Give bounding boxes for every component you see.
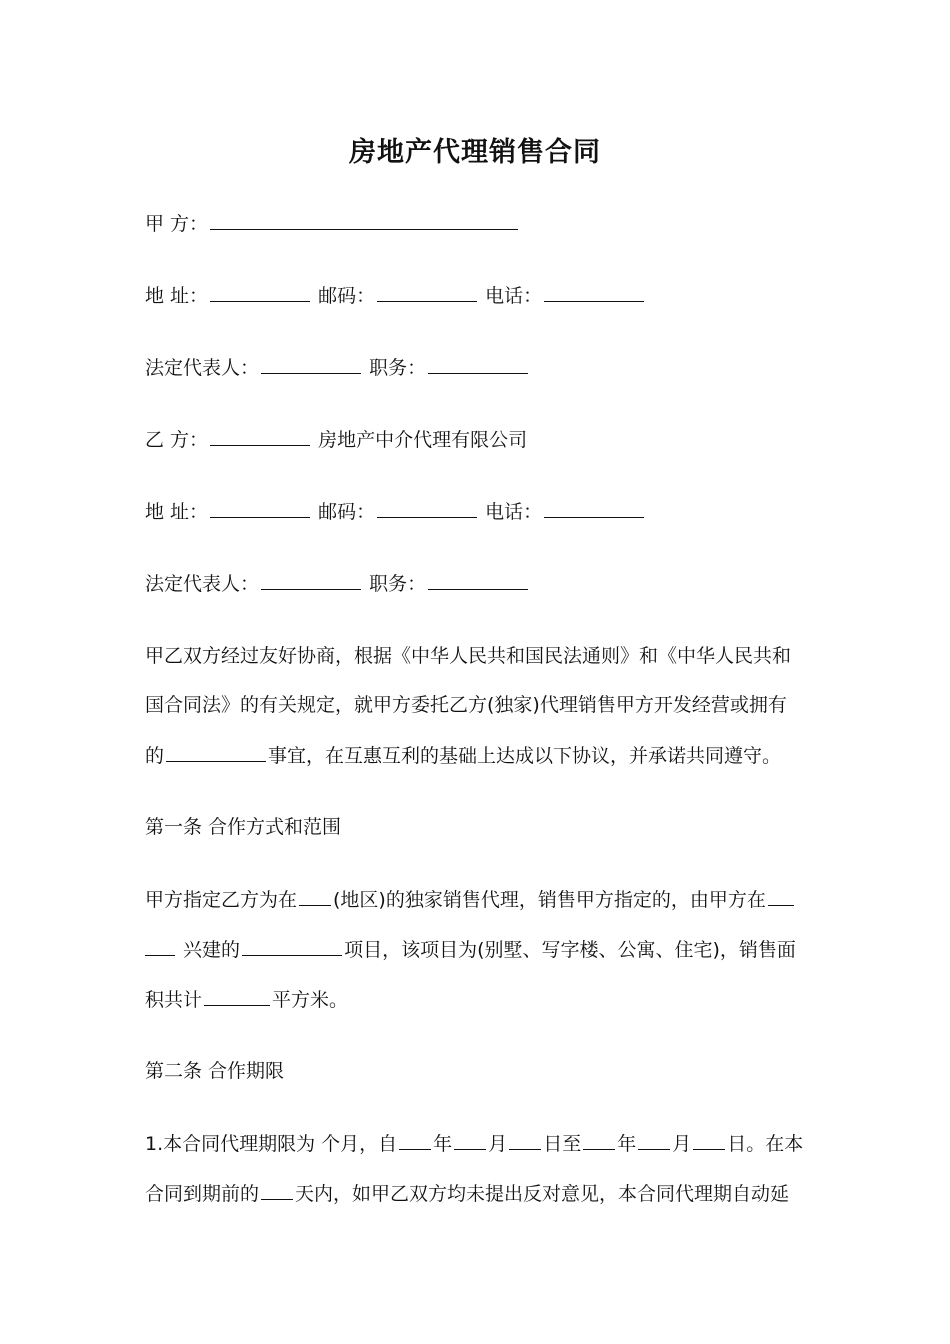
party-b-phone-label: 电话： (485, 501, 543, 523)
party-a-address-blank (210, 283, 310, 302)
project-blank (242, 937, 342, 956)
article-2-text: 日。在本 (727, 1133, 804, 1155)
article-2-text: 天内，如甲乙双方均未提出反对意见，本合同代理期自动延 (295, 1183, 790, 1205)
intro-line-1: 甲乙双方经过友好协商，根据《中华人民共和国民法通则》和《中华人民共和 (145, 645, 792, 667)
party-b-company-suffix: 房地产中介代理有限公司 (318, 429, 528, 451)
area-blank (204, 987, 270, 1006)
days-blank (261, 1181, 293, 1200)
article-1-text: 平方米。 (272, 989, 349, 1011)
article-1-line-3 (145, 987, 815, 1012)
article-1-heading: 第一条 合作方式和范围 (145, 816, 342, 838)
party-b-address-blank (210, 499, 310, 518)
article-2-text: 月 (488, 1133, 508, 1155)
party-a-phone-blank (544, 283, 644, 302)
article-1-text: 项目，该项目为(别墅、写字楼、公寓、住宅)，销售面 (344, 939, 796, 961)
party-b-name-blank (210, 427, 310, 446)
document-title: 房地产代理销售合同 (349, 137, 601, 168)
day-blank (509, 1131, 541, 1150)
article-1-line-1 (145, 887, 815, 912)
article-1-text: (地区)的独家销售代理，销售甲方指定的，由甲方在 (333, 889, 766, 911)
article-1-text: 兴建的 (183, 939, 241, 961)
party-b-line (145, 427, 815, 452)
party-a-line (145, 211, 815, 236)
party-a-position-label: 职务： (369, 357, 427, 379)
year-blank (399, 1131, 431, 1150)
article-2-text: 日至 (543, 1133, 582, 1155)
party-b-address-line (145, 499, 815, 524)
party-a-address-line (145, 283, 815, 308)
month-blank (454, 1131, 486, 1150)
article-1-text: 甲方指定乙方为在 (145, 889, 298, 911)
article-1-line-2 (145, 937, 815, 962)
article-2-text: 1.本合同代理期限为 个月，自 (145, 1133, 398, 1155)
article-2-line-2 (145, 1181, 815, 1206)
month-blank (638, 1131, 670, 1150)
party-b-address-label: 地 址： (145, 501, 209, 523)
article-2-text: 合同到期前的 (145, 1183, 260, 1205)
party-b-rep-label: 法定代表人： (145, 573, 260, 595)
party-b-position-label: 职务： (369, 573, 427, 595)
article-2-text: 年 (617, 1133, 637, 1155)
article-2-line-1 (145, 1131, 815, 1156)
article-1-text: 积共计 (145, 989, 203, 1011)
intro-line-3 (145, 743, 815, 768)
party-a-zip-label: 邮码： (318, 285, 376, 307)
party-a-rep-label: 法定代表人： (145, 357, 260, 379)
property-blank (166, 743, 266, 762)
intro-text: 事宜，在互惠互利的基础上达成以下协议，并承诺共同遵守。 (268, 745, 782, 767)
party-a-address-label: 地 址： (145, 285, 209, 307)
party-a-zip-blank (377, 283, 477, 302)
party-a-position-blank (428, 355, 528, 374)
party-b-zip-blank (377, 499, 477, 518)
intro-text: 的 (145, 745, 165, 767)
party-a-rep-blank (261, 355, 361, 374)
party-a-label: 甲 方： (145, 213, 209, 235)
day-blank (693, 1131, 725, 1150)
location-blank (768, 887, 794, 906)
article-2-text: 年 (433, 1133, 453, 1155)
region-blank (299, 887, 331, 906)
party-b-zip-label: 邮码： (318, 501, 376, 523)
party-a-name-blank (210, 211, 518, 230)
party-b-rep-blank (261, 571, 361, 590)
intro-line-2: 国合同法》的有关规定，就甲方委托乙方(独家)代理销售甲方开发经营或拥有 (145, 694, 787, 716)
party-b-phone-blank (544, 499, 644, 518)
party-b-rep-line (145, 571, 815, 596)
article-2-heading: 第二条 合作期限 (145, 1060, 285, 1082)
party-a-phone-label: 电话： (485, 285, 543, 307)
article-2-text: 月 (672, 1133, 692, 1155)
party-a-rep-line (145, 355, 815, 380)
party-b-label: 乙 方： (145, 429, 209, 451)
year-blank (583, 1131, 615, 1150)
location-blank-cont (145, 937, 175, 956)
party-b-position-blank (428, 571, 528, 590)
